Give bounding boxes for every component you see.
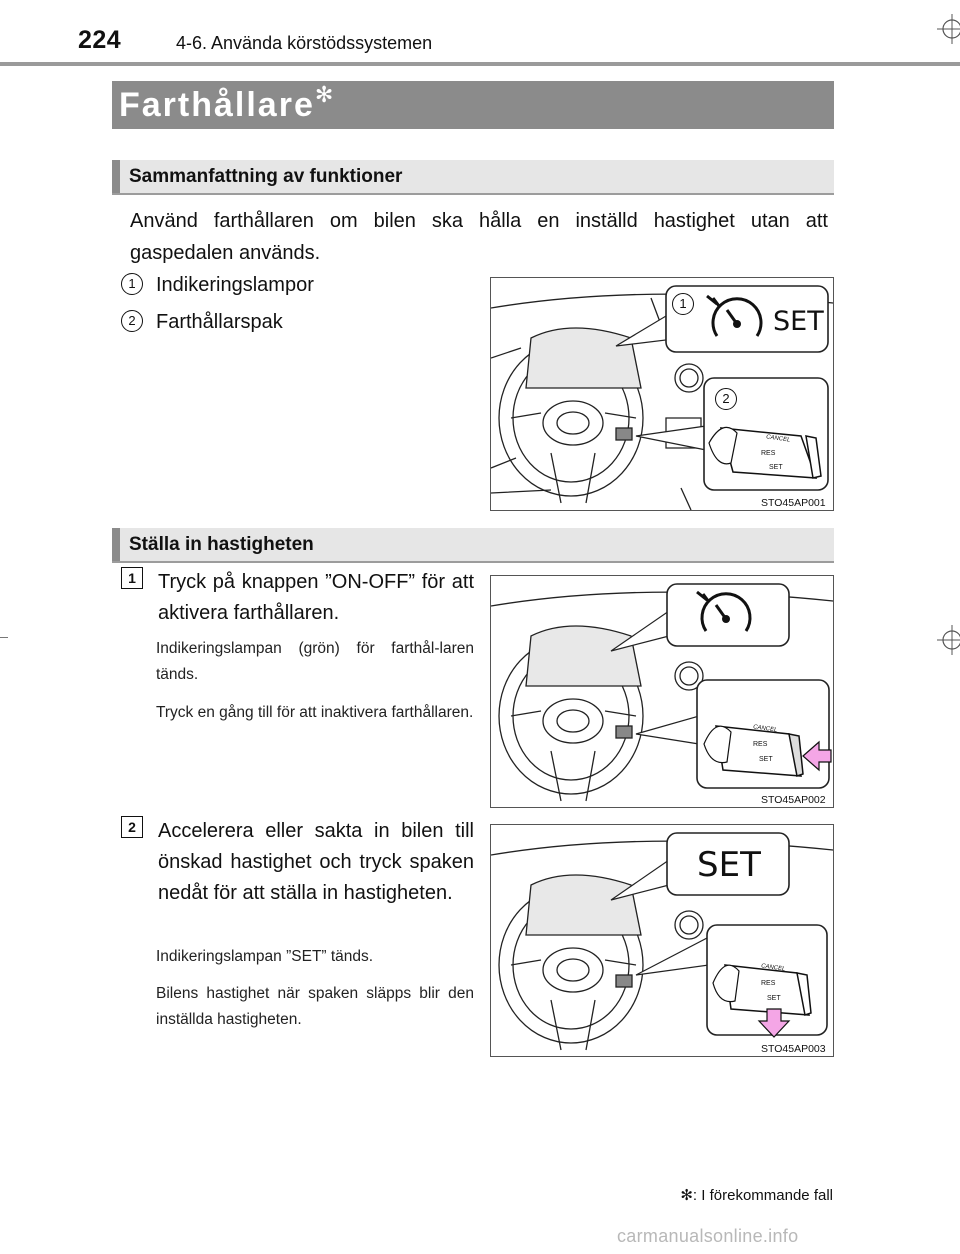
item-label: Indikeringslampor xyxy=(156,274,314,296)
lever-res-label: RES xyxy=(761,450,776,457)
dashboard-illustration xyxy=(491,825,833,1056)
section-accent xyxy=(112,160,120,193)
callout-number: 1 xyxy=(672,293,694,315)
section-heading-text: Sammanfattning av funktioner xyxy=(129,166,403,187)
figure-step-2 xyxy=(490,824,834,1057)
lever-res-label: RES xyxy=(753,741,768,748)
section-heading-set-speed xyxy=(112,528,834,563)
figure-overview xyxy=(490,277,834,511)
lever-set-label: SET xyxy=(759,756,773,763)
lever-res-label: RES xyxy=(761,980,776,987)
intro-paragraph: Använd farthållaren om bilen ska hålla en inställd hastighet utan att gaspedalen används. xyxy=(130,210,828,264)
lever-cancel-label: CANCEL xyxy=(752,724,778,734)
crop-mark xyxy=(0,637,8,638)
lever-cancel-label: CANCEL xyxy=(765,434,791,444)
section-heading-text: Ställa in hastigheten xyxy=(129,534,314,555)
dashboard-illustration xyxy=(491,576,833,807)
lever-set-label: SET xyxy=(767,995,781,1002)
item-number: 2 xyxy=(121,310,143,332)
registration-mark-icon xyxy=(937,14,960,44)
section-accent xyxy=(112,528,120,561)
page-title-text: Farthållare xyxy=(119,86,315,124)
step-number: 2 xyxy=(121,816,143,838)
step-text: Accelerera eller sakta in bilen till önskad hastighet och tryck spaken nedåt för att ställa in hastigheten. xyxy=(158,820,474,904)
page-title xyxy=(119,82,336,125)
step-note: Indikeringslampan ”SET” tänds. xyxy=(156,948,374,965)
step-number: 1 xyxy=(121,567,143,589)
lever-cancel-label: CANCEL xyxy=(760,963,786,973)
chapter-title: 4-6. Använda körstödssystemen xyxy=(176,33,433,53)
figure-step-1 xyxy=(490,575,834,808)
registration-mark-icon xyxy=(937,625,960,655)
step-note: Tryck en gång till för att inaktivera farthållaren. xyxy=(156,704,474,721)
header-rule xyxy=(0,62,960,66)
figure-code: STO45AP003 xyxy=(761,1043,826,1055)
figure-code: STO45AP002 xyxy=(761,794,826,806)
set-indicator-label: SET xyxy=(697,845,761,885)
set-indicator-label: SET xyxy=(773,306,824,337)
section-heading-summary xyxy=(112,160,834,195)
figure-code: STO45AP001 xyxy=(761,497,826,509)
step-note: Indikeringslampan (grön) för farthål-laren tänds. xyxy=(156,640,474,683)
item-number: 1 xyxy=(121,273,143,295)
step-note: Bilens hastighet när spaken släpps blir den inställda hastigheten. xyxy=(156,985,474,1028)
item-label: Farthållarspak xyxy=(156,311,283,333)
watermark: carmanualsonline.info xyxy=(617,1226,799,1246)
title-asterisk: ✻ xyxy=(314,82,336,107)
callout-number: 2 xyxy=(715,388,737,410)
footnote: ✻: I förekommande fall xyxy=(680,1187,833,1204)
lever-set-label: SET xyxy=(769,464,783,471)
step-text: Tryck på knappen ”ON-OFF” för att aktivera farthållaren. xyxy=(158,571,474,624)
page-number: 224 xyxy=(78,26,122,54)
